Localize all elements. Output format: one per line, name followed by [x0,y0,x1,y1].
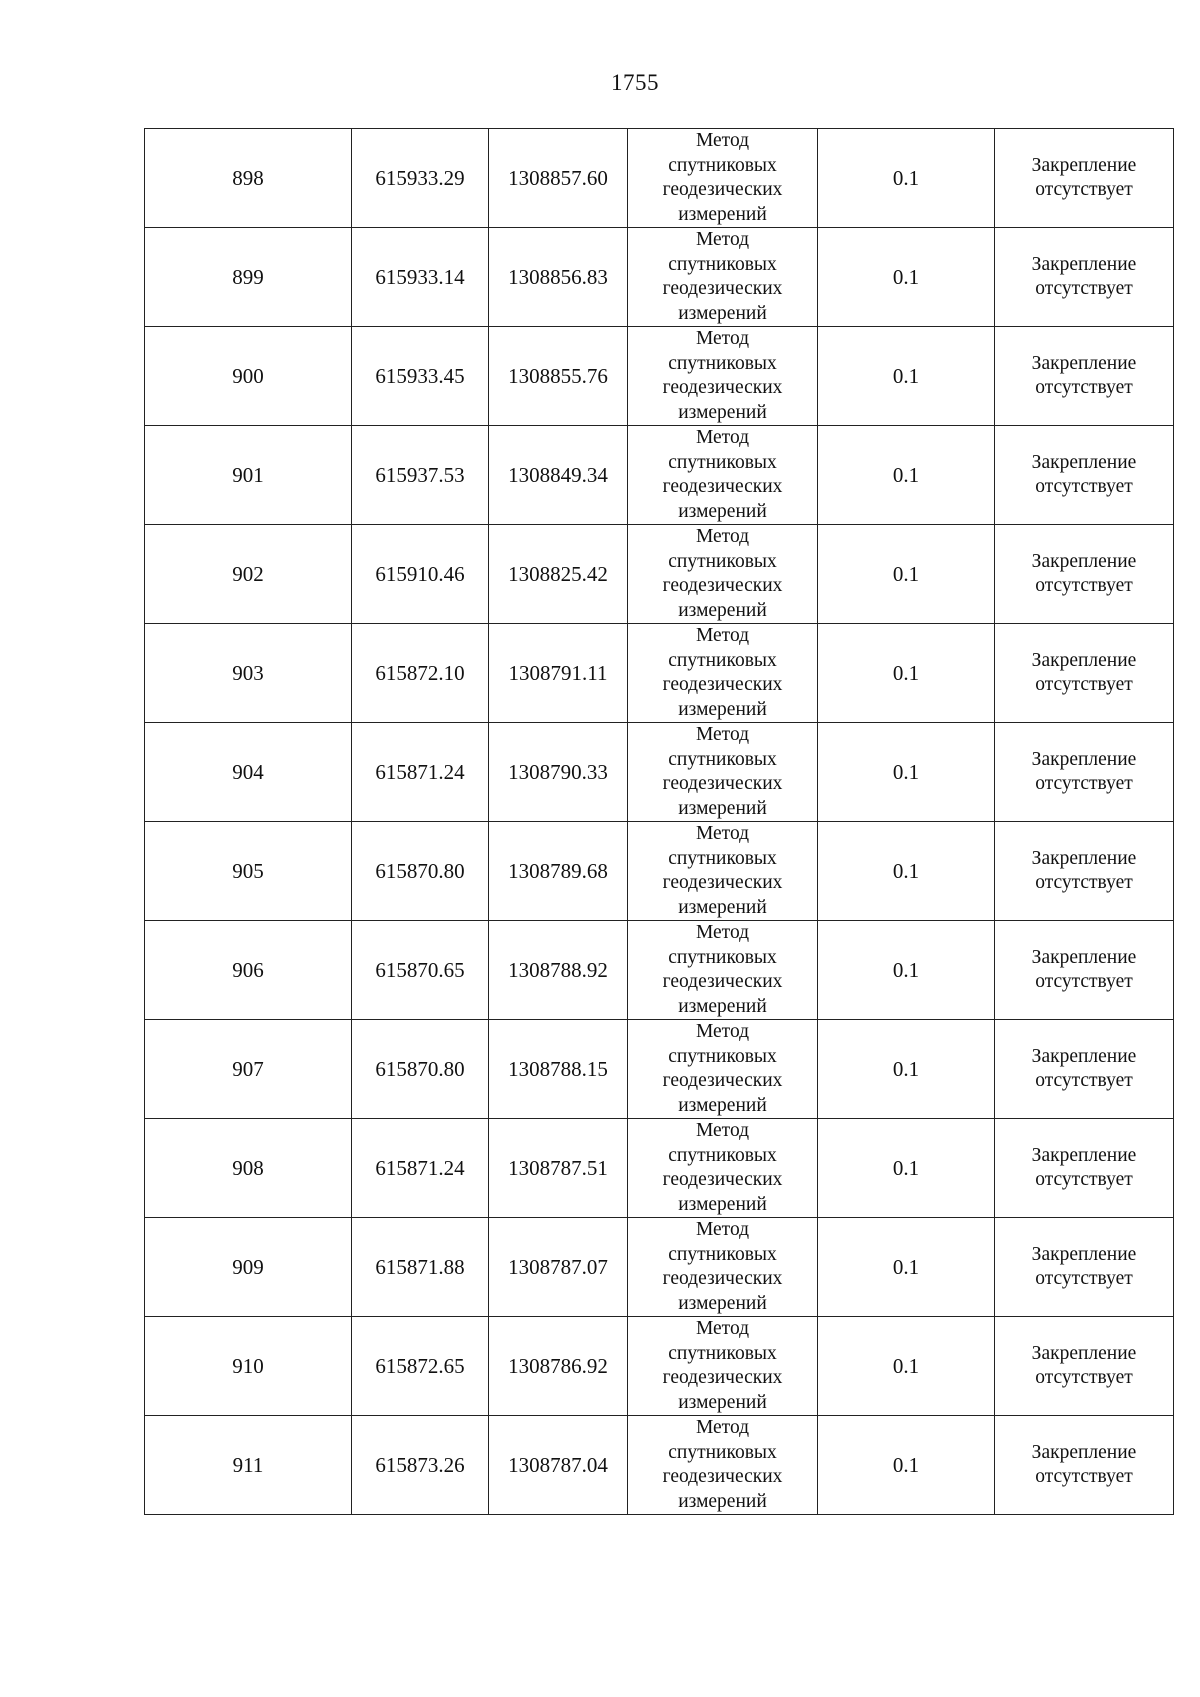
point-number-cell: 907 [145,1020,352,1119]
fixing-cell [995,921,1174,1020]
method-line: Метод [695,1219,750,1240]
fixing-cell [995,1416,1174,1515]
x-coordinate-cell: 615870.65 [352,921,489,1020]
fixing-cell [995,1317,1174,1416]
method-line: Метод [695,1021,750,1042]
method-line: спутниковых [668,154,777,176]
method-line: спутниковых [668,253,777,275]
accuracy-cell: 0.1 [818,1119,995,1218]
method-line: геодезических [662,674,783,695]
table-row [145,1020,1174,1119]
fixing-cell [995,228,1174,327]
point-number-cell: 909 [145,1218,352,1317]
point-number-cell: 910 [145,1317,352,1416]
method-line: Метод [695,1120,750,1141]
fixing-line: Закрепление [1031,352,1137,374]
point-number-cell: 900 [145,327,352,426]
fixing-line: Закрепление [1031,649,1137,671]
fixing-line: отсутствует [1035,1169,1133,1190]
fixing-line: Закрепление [1031,946,1137,968]
accuracy-cell: 0.1 [818,327,995,426]
fixing-line: Закрепление [1031,1342,1137,1364]
method-line: спутниковых [668,550,777,572]
method-line: спутниковых [668,748,777,770]
fixing-line: Закрепление [1031,451,1137,473]
table-row [145,1317,1174,1416]
method-line: измерений [678,1094,767,1116]
table-row [145,723,1174,822]
x-coordinate-cell: 615933.45 [352,327,489,426]
table-row [145,426,1174,525]
y-coordinate-cell: 1308825.42 [489,525,628,624]
method-line: Метод [695,1417,750,1438]
fixing-line: отсутствует [1035,674,1133,695]
method-line: измерений [678,1193,767,1215]
accuracy-cell: 0.1 [818,723,995,822]
fixing-line: Закрепление [1031,550,1137,572]
fixing-line: Закрепление [1031,154,1137,176]
accuracy-cell: 0.1 [818,921,995,1020]
y-coordinate-cell: 1308788.92 [489,921,628,1020]
method-line: Метод [695,526,750,547]
method-line: спутниковых [668,1243,777,1265]
method-line: спутниковых [668,352,777,374]
fixing-line: Закрепление [1031,1441,1137,1463]
fixing-cell [995,327,1174,426]
fixing-line: Закрепление [1031,253,1137,275]
method-line: Метод [695,625,750,646]
page-number: 1755 [611,70,659,95]
x-coordinate-cell: 615933.29 [352,129,489,228]
x-coordinate-cell: 615933.14 [352,228,489,327]
accuracy-cell: 0.1 [818,1317,995,1416]
fixing-cell [995,822,1174,921]
y-coordinate-cell: 1308857.60 [489,129,628,228]
accuracy-cell: 0.1 [818,822,995,921]
method-line: спутниковых [668,649,777,671]
method-cell [628,1119,818,1218]
x-coordinate-cell: 615871.24 [352,1119,489,1218]
method-line: измерений [678,401,767,423]
table-row [145,1416,1174,1515]
method-line: измерений [678,896,767,918]
method-cell [628,525,818,624]
fixing-line: отсутствует [1035,575,1133,596]
method-cell [628,723,818,822]
y-coordinate-cell: 1308786.92 [489,1317,628,1416]
method-line: Метод [695,823,750,844]
method-line: измерений [678,995,767,1017]
y-coordinate-cell: 1308856.83 [489,228,628,327]
x-coordinate-cell: 615870.80 [352,822,489,921]
fixing-line: отсутствует [1035,476,1133,497]
method-line: Метод [695,328,750,349]
method-line: геодезических [662,1367,783,1388]
table-row [145,1218,1174,1317]
fixing-line: Закрепление [1031,847,1137,869]
method-line: спутниковых [668,1144,777,1166]
accuracy-cell: 0.1 [818,624,995,723]
method-line: спутниковых [668,1045,777,1067]
y-coordinate-cell: 1308787.51 [489,1119,628,1218]
method-line: спутниковых [668,451,777,473]
accuracy-cell: 0.1 [818,228,995,327]
table-row [145,228,1174,327]
x-coordinate-cell: 615873.26 [352,1416,489,1515]
method-line: геодезических [662,179,783,200]
method-line: измерений [678,1391,767,1413]
table-row [145,921,1174,1020]
method-cell [628,1317,818,1416]
fixing-line: отсутствует [1035,971,1133,992]
point-number-cell: 911 [145,1416,352,1515]
y-coordinate-cell: 1308790.33 [489,723,628,822]
point-number-cell: 908 [145,1119,352,1218]
table-row [145,1119,1174,1218]
method-line: спутниковых [668,847,777,869]
accuracy-cell: 0.1 [818,426,995,525]
method-line: геодезических [662,1268,783,1289]
point-number-cell: 902 [145,525,352,624]
fixing-line: отсутствует [1035,773,1133,794]
fixing-line: Закрепление [1031,748,1137,770]
x-coordinate-cell: 615870.80 [352,1020,489,1119]
method-line: измерений [678,698,767,720]
method-line: Метод [695,427,750,448]
fixing-cell [995,525,1174,624]
fixing-cell [995,426,1174,525]
method-cell [628,426,818,525]
method-cell [628,1020,818,1119]
method-cell [628,327,818,426]
method-line: Метод [695,130,750,151]
point-number-cell: 901 [145,426,352,525]
fixing-cell [995,1218,1174,1317]
point-number-cell: 904 [145,723,352,822]
y-coordinate-cell: 1308787.04 [489,1416,628,1515]
method-line: измерений [678,500,767,522]
method-line: геодезических [662,476,783,497]
fixing-line: отсутствует [1035,377,1133,398]
fixing-line: Закрепление [1031,1144,1137,1166]
method-line: измерений [678,1292,767,1314]
method-line: измерений [678,797,767,819]
method-line: спутниковых [668,946,777,968]
point-number-cell: 899 [145,228,352,327]
x-coordinate-cell: 615872.10 [352,624,489,723]
method-cell [628,228,818,327]
table-row [145,624,1174,723]
method-line: геодезических [662,971,783,992]
x-coordinate-cell: 615937.53 [352,426,489,525]
method-line: геодезических [662,1169,783,1190]
method-line: геодезических [662,377,783,398]
fixing-cell [995,1119,1174,1218]
fixing-line: Закрепление [1031,1045,1137,1067]
method-line: геодезических [662,872,783,893]
method-line: Метод [695,724,750,745]
method-cell [628,129,818,228]
point-number-cell: 906 [145,921,352,1020]
fixing-cell [995,129,1174,228]
fixing-line: отсутствует [1035,179,1133,200]
fixing-cell [995,723,1174,822]
method-line: геодезических [662,1466,783,1487]
method-line: Метод [695,1318,750,1339]
method-cell [628,1218,818,1317]
method-cell [628,921,818,1020]
fixing-line: отсутствует [1035,1070,1133,1091]
accuracy-cell: 0.1 [818,1416,995,1515]
y-coordinate-cell: 1308855.76 [489,327,628,426]
table-row [145,129,1174,228]
fixing-line: отсутствует [1035,1268,1133,1289]
method-line: Метод [695,229,750,250]
method-cell [628,624,818,723]
fixing-line: отсутствует [1035,1367,1133,1388]
point-number-cell: 903 [145,624,352,723]
y-coordinate-cell: 1308789.68 [489,822,628,921]
x-coordinate-cell: 615871.88 [352,1218,489,1317]
method-cell [628,822,818,921]
accuracy-cell: 0.1 [818,1020,995,1119]
table-row [145,822,1174,921]
method-line: геодезических [662,773,783,794]
table-row [145,525,1174,624]
coordinates-table [144,128,1174,1515]
fixing-line: Закрепление [1031,1243,1137,1265]
method-line: геодезических [662,278,783,299]
method-line: измерений [678,599,767,621]
fixing-cell [995,1020,1174,1119]
method-line: спутниковых [668,1342,777,1364]
x-coordinate-cell: 615872.65 [352,1317,489,1416]
accuracy-cell: 0.1 [818,525,995,624]
table-body [145,129,1174,1515]
method-cell [628,1416,818,1515]
fixing-cell [995,624,1174,723]
fixing-line: отсутствует [1035,278,1133,299]
method-line: измерений [678,1490,767,1512]
x-coordinate-cell: 615910.46 [352,525,489,624]
y-coordinate-cell: 1308849.34 [489,426,628,525]
method-line: геодезических [662,1070,783,1091]
method-line: измерений [678,302,767,324]
method-line: Метод [695,922,750,943]
y-coordinate-cell: 1308788.15 [489,1020,628,1119]
table-row [145,327,1174,426]
point-number-cell: 898 [145,129,352,228]
method-line: измерений [678,203,767,225]
point-number-cell: 905 [145,822,352,921]
accuracy-cell: 0.1 [818,1218,995,1317]
method-line: спутниковых [668,1441,777,1463]
fixing-line: отсутствует [1035,872,1133,893]
fixing-line: отсутствует [1035,1466,1133,1487]
method-line: геодезических [662,575,783,596]
y-coordinate-cell: 1308787.07 [489,1218,628,1317]
x-coordinate-cell: 615871.24 [352,723,489,822]
y-coordinate-cell: 1308791.11 [489,624,628,723]
accuracy-cell: 0.1 [818,129,995,228]
